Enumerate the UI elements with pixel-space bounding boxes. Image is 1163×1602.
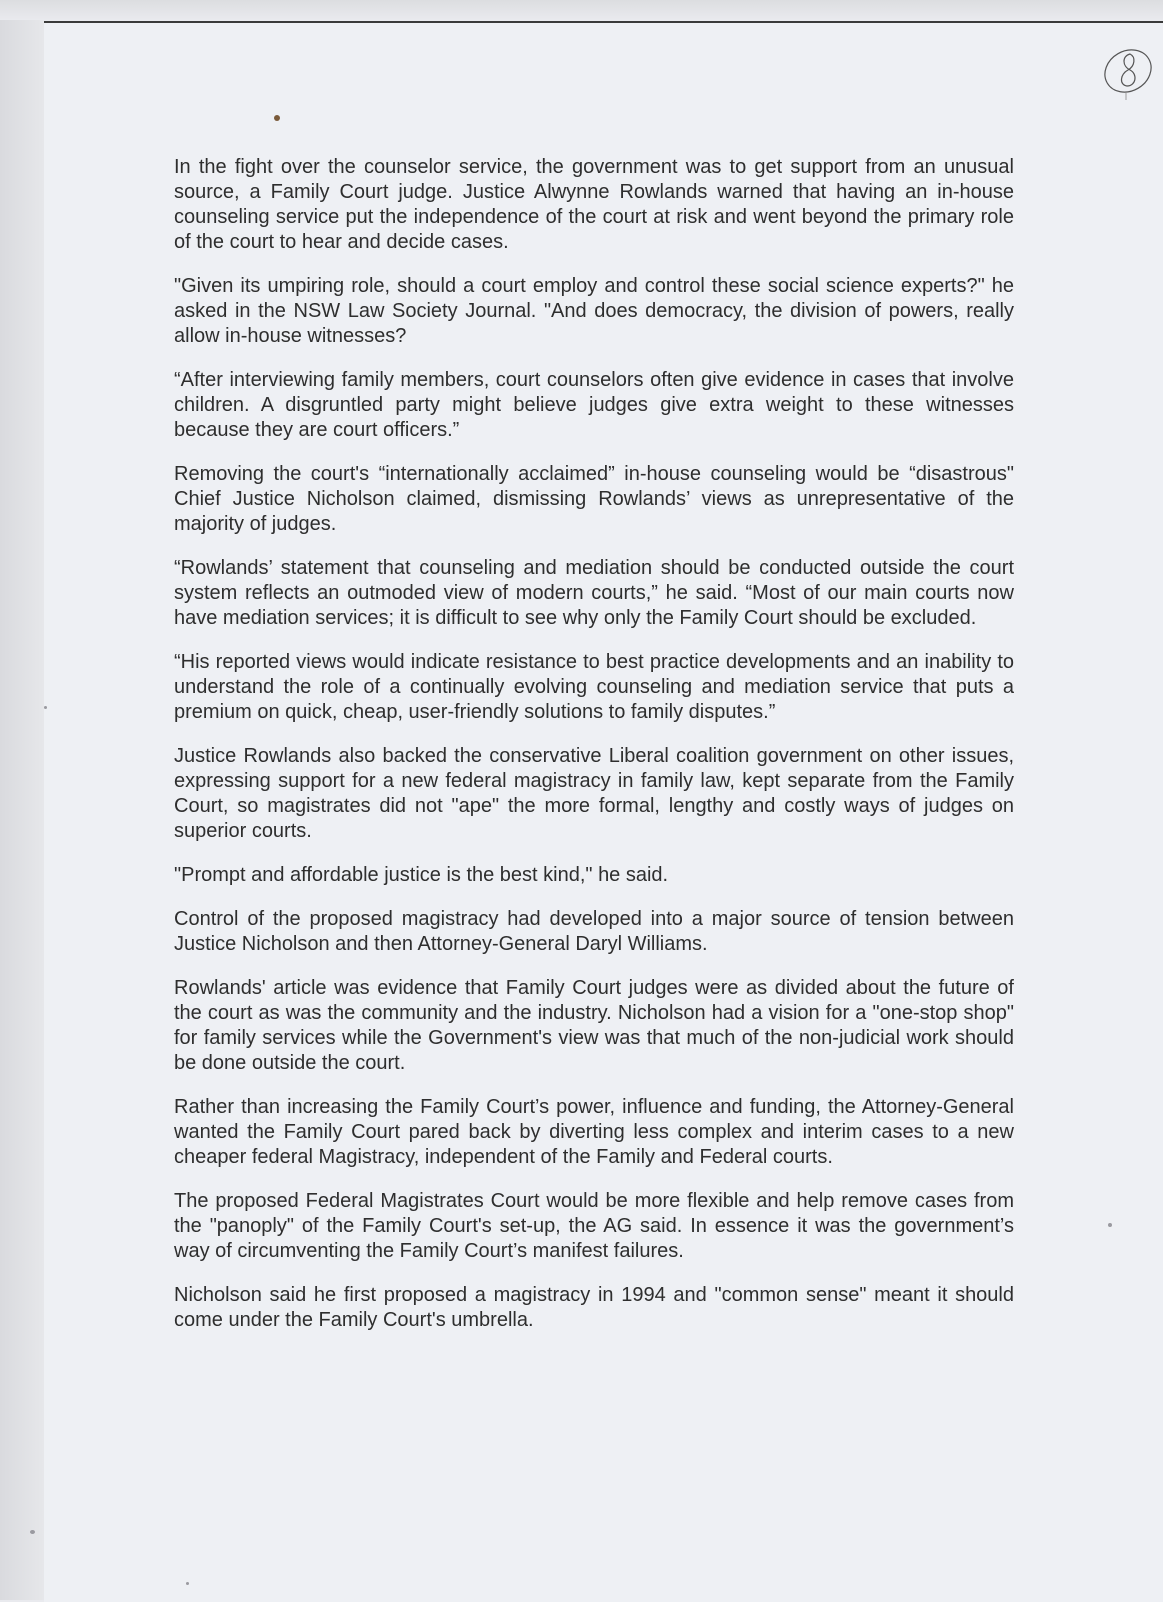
paragraph: Nicholson said he first proposed a magistracy in 1994 and "common sense" meant it should come under the Family Court's umbrella. [174,1284,1014,1331]
paragraph: The proposed Federal Magistrates Court would be more flexible and help remove cases from the "panoply" of the Family Court's set-up, the AG said. In essence it was the government’s way of circumventing the Family Court’s manifest failures. [174,1190,1014,1262]
paragraph: Rather than increasing the Family Court’s power, influence and funding, the Attorney-General wanted the Family Court pared back by diverting less complex and interim cases to a new cheaper federal Magistracy, independent of the Family and Federal courts. [174,1096,1014,1168]
circled-number-icon [1100,44,1156,100]
paragraph: "Prompt and affordable justice is the best kind," he said. [174,864,669,886]
paragraph: “His reported views would indicate resistance to best practice developments and an inability to understand the role of a continually evolving counseling and mediation service that puts a premium on quick, cheap, user-friendly solutions to family disputes.” [174,651,1014,723]
scan-speck [1108,1223,1112,1227]
scan-top-shadow [0,0,1163,20]
paragraph: Removing the court's “internationally acclaimed” in-house counseling would be “disastrous" Chief Justice Nicholson claimed, dismissing Rowlands’ views as unrepresentative of the majority of judges. [174,463,1014,535]
paragraph: "Given its umpiring role, should a court employ and control these social science experts?" he asked in the NSW Law Society Journal. "And does democracy, the division of powers, really allow in-house witnesses? [174,275,1014,347]
scan-speck [186,1582,189,1585]
paragraph: Justice Rowlands also backed the conservative Liberal coalition government on other issues, expressing support for a new federal magistracy in family law, kept separate from the Family Court, so magistrates did not "ape" the more formal, lengthy and costly ways of judges on superior courts. [174,745,1014,842]
scan-speck [30,1530,35,1534]
scan-edge-left [0,0,44,1600]
paragraph: Control of the proposed magistracy had developed into a major source of tension between Justice Nicholson and then Attorney-General Daryl Williams. [174,908,1014,955]
scan-speck [44,706,47,709]
stray-mark [274,115,280,121]
paragraph: In the fight over the counselor service, the government was to get support from an unusual source, a Family Court judge. Justice Alwynne Rowlands warned that having an in-house counseling service put the independence of the court at risk and went beyond the primary role of the court to hear and decide cases. [174,156,1014,253]
paragraph: “Rowlands’ statement that counseling and mediation should be conducted outside the court system reflects an outmoded view of modern courts,” he said. “Most of our main courts now have mediation services; it is difficult to see why only the Family Court should be excluded. [174,557,1014,629]
handwritten-page-number-icon [1100,44,1156,100]
article-body [174,155,1014,1352]
paragraph: Rowlands' article was evidence that Family Court judges were as divided about the future of the court as was the community and the industry. Nicholson had a vision for a "one-stop shop" for family services while the Government's view was that much of the non-judicial work should be done outside the court. [174,977,1014,1074]
paragraph: “After interviewing family members, court counselors often give evidence in cases that involve children. A disgruntled party might believe judges give extra weight to these witnesses because they are court officers.” [174,369,1014,441]
